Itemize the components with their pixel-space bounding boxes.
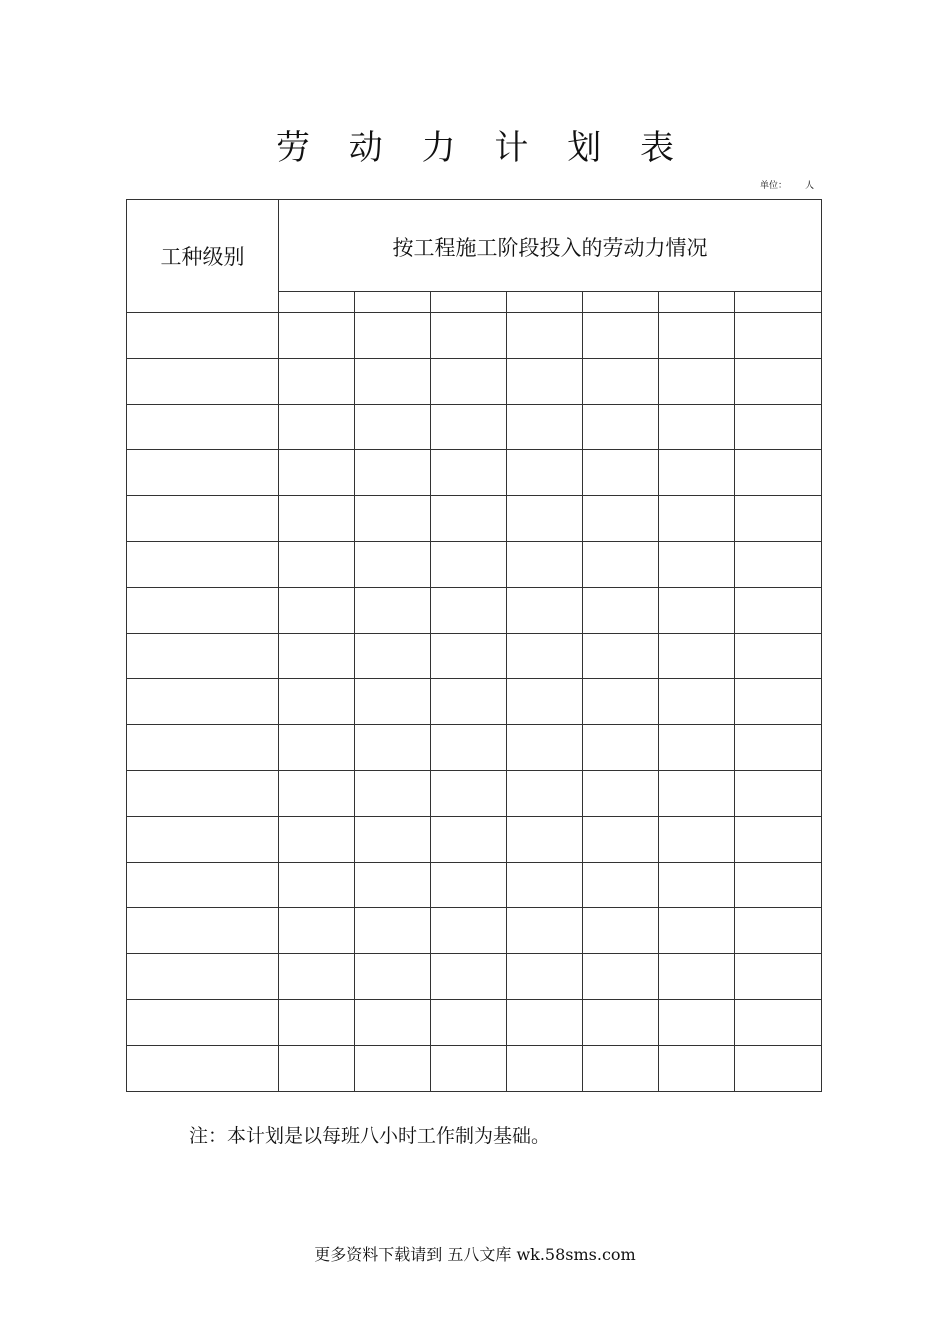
footnote: 注：本计划是以每班八小时工作制为基础。 [189,1125,551,1147]
labor-count-cell[interactable] [431,1045,507,1091]
table-row [127,679,822,725]
labor-count-cell[interactable] [507,541,583,587]
labor-count-cell[interactable] [431,770,507,816]
labor-count-cell[interactable] [735,816,822,862]
unit-indicator [760,180,814,192]
labor-count-cell[interactable] [431,541,507,587]
labor-count-cell[interactable] [735,679,822,725]
labor-count-cell[interactable] [355,1045,431,1091]
work-type-cell[interactable] [127,1045,279,1091]
work-type-cell[interactable] [127,587,279,633]
labor-count-cell[interactable] [279,816,355,862]
labor-situation-header: 按工程施工阶段投入的劳动力情况 [279,200,822,292]
footer-link-text[interactable]: 更多资料下载请到 五八文库 wk.58sms.com [314,1245,636,1264]
labor-count-cell[interactable] [355,313,431,359]
header-row [127,200,822,292]
labor-count-cell[interactable] [355,633,431,679]
labor-count-cell[interactable] [735,862,822,908]
labor-count-cell[interactable] [735,1045,822,1091]
work-type-cell[interactable] [127,862,279,908]
labor-count-cell[interactable] [279,908,355,954]
labor-count-cell[interactable] [659,358,735,404]
labor-count-cell[interactable] [583,313,659,359]
period-header-cell[interactable] [431,292,507,313]
labor-count-cell[interactable] [659,816,735,862]
table-row [127,358,822,404]
labor-count-cell[interactable] [431,862,507,908]
labor-count-cell[interactable] [279,496,355,542]
labor-count-cell[interactable] [735,770,822,816]
labor-count-cell[interactable] [735,587,822,633]
labor-count-cell[interactable] [279,999,355,1045]
table-row [127,587,822,633]
period-header-cell[interactable] [735,292,822,313]
labor-count-cell[interactable] [735,541,822,587]
labor-count-cell[interactable] [355,999,431,1045]
labor-count-cell[interactable] [583,908,659,954]
work-type-cell[interactable] [127,679,279,725]
labor-count-cell[interactable] [279,313,355,359]
work-type-cell[interactable] [127,816,279,862]
labor-count-cell[interactable] [507,404,583,450]
labor-count-cell[interactable] [583,1045,659,1091]
table-row [127,999,822,1045]
labor-count-cell[interactable] [431,816,507,862]
labor-count-cell[interactable] [355,496,431,542]
labor-count-cell[interactable] [735,404,822,450]
table-row [127,908,822,954]
labor-count-cell[interactable] [659,999,735,1045]
labor-count-cell[interactable] [279,770,355,816]
labor-count-cell[interactable] [583,358,659,404]
labor-count-cell[interactable] [431,496,507,542]
labor-count-cell[interactable] [735,999,822,1045]
work-type-cell[interactable] [127,404,279,450]
period-header-cell[interactable] [583,292,659,313]
labor-count-cell[interactable] [735,954,822,1000]
table-row [127,1045,822,1091]
table-row [127,770,822,816]
labor-count-cell[interactable] [659,633,735,679]
labor-count-cell[interactable] [431,358,507,404]
table-row [127,954,822,1000]
labor-count-cell[interactable] [659,587,735,633]
labor-count-cell[interactable] [507,725,583,771]
period-header-cell[interactable] [355,292,431,313]
work-type-cell[interactable] [127,908,279,954]
labor-count-cell[interactable] [355,679,431,725]
labor-count-cell[interactable] [735,633,822,679]
period-header-cell[interactable] [659,292,735,313]
work-type-cell[interactable] [127,496,279,542]
table-row [127,313,822,359]
labor-count-cell[interactable] [583,633,659,679]
work-type-header: 工种级别 [127,200,279,313]
period-header-cell[interactable] [279,292,355,313]
labor-count-cell[interactable] [583,999,659,1045]
labor-count-cell[interactable] [507,770,583,816]
table-row [127,404,822,450]
labor-count-cell[interactable] [583,816,659,862]
labor-count-cell[interactable] [583,679,659,725]
labor-count-cell[interactable] [279,404,355,450]
labor-count-cell[interactable] [507,999,583,1045]
work-type-cell[interactable] [127,725,279,771]
work-type-cell[interactable] [127,954,279,1000]
labor-count-cell[interactable] [507,496,583,542]
labor-count-cell[interactable] [355,450,431,496]
labor-count-cell[interactable] [583,404,659,450]
labor-count-cell[interactable] [659,862,735,908]
labor-count-cell[interactable] [279,450,355,496]
labor-count-cell[interactable] [735,313,822,359]
labor-count-cell[interactable] [431,450,507,496]
labor-count-cell[interactable] [507,587,583,633]
labor-count-cell[interactable] [659,313,735,359]
table-row [127,862,822,908]
labor-count-cell[interactable] [507,862,583,908]
labor-count-cell[interactable] [659,450,735,496]
labor-count-cell[interactable] [659,908,735,954]
document-title: 劳 动 力 计 划 表 [275,128,689,168]
labor-count-cell[interactable] [507,633,583,679]
labor-count-cell[interactable] [507,679,583,725]
work-type-cell[interactable] [127,358,279,404]
table-row [127,725,822,771]
labor-count-cell[interactable] [431,404,507,450]
labor-count-cell[interactable] [279,541,355,587]
labor-count-cell[interactable] [355,816,431,862]
labor-count-cell[interactable] [583,541,659,587]
labor-count-cell[interactable] [735,358,822,404]
work-type-cell[interactable] [127,999,279,1045]
labor-count-cell[interactable] [583,862,659,908]
labor-count-cell[interactable] [431,999,507,1045]
labor-count-cell[interactable] [279,862,355,908]
labor-count-cell[interactable] [279,679,355,725]
labor-count-cell[interactable] [279,587,355,633]
labor-count-cell[interactable] [659,1045,735,1091]
unit-value: 人 [805,181,815,191]
labor-count-cell[interactable] [583,725,659,771]
labor-count-cell[interactable] [735,725,822,771]
labor-count-cell[interactable] [355,908,431,954]
labor-count-cell[interactable] [659,496,735,542]
labor-count-cell[interactable] [507,954,583,1000]
labor-count-cell[interactable] [583,450,659,496]
labor-count-cell[interactable] [507,450,583,496]
labor-count-cell[interactable] [659,725,735,771]
labor-count-cell[interactable] [355,587,431,633]
labor-count-cell[interactable] [431,313,507,359]
labor-count-cell[interactable] [431,908,507,954]
labor-count-cell[interactable] [583,496,659,542]
table-row [127,816,822,862]
labor-count-cell[interactable] [355,770,431,816]
table-row [127,496,822,542]
table-row [127,450,822,496]
work-type-cell[interactable] [127,633,279,679]
labor-count-cell[interactable] [279,633,355,679]
labor-count-cell[interactable] [735,496,822,542]
labor-count-cell[interactable] [431,587,507,633]
labor-count-cell[interactable] [507,908,583,954]
labor-count-cell[interactable] [279,358,355,404]
labor-count-cell[interactable] [659,679,735,725]
labor-count-cell[interactable] [279,954,355,1000]
labor-plan-table [126,199,822,1092]
work-type-cell[interactable] [127,450,279,496]
labor-count-cell[interactable] [583,587,659,633]
labor-count-cell[interactable] [659,404,735,450]
labor-count-cell[interactable] [355,954,431,1000]
labor-count-cell[interactable] [659,770,735,816]
labor-count-cell[interactable] [355,541,431,587]
labor-count-cell[interactable] [355,404,431,450]
labor-count-cell[interactable] [735,908,822,954]
labor-count-cell[interactable] [431,679,507,725]
work-type-cell[interactable] [127,313,279,359]
labor-count-cell[interactable] [583,954,659,1000]
labor-count-cell[interactable] [735,450,822,496]
labor-count-cell[interactable] [507,1045,583,1091]
labor-count-cell[interactable] [659,954,735,1000]
labor-count-cell[interactable] [431,725,507,771]
unit-label: 单位： [760,181,788,191]
labor-count-cell[interactable] [355,358,431,404]
labor-count-cell[interactable] [659,541,735,587]
period-header-cell[interactable] [507,292,583,313]
work-type-cell[interactable] [127,541,279,587]
table-row [127,541,822,587]
labor-count-cell[interactable] [507,816,583,862]
labor-count-cell[interactable] [355,725,431,771]
labor-count-cell[interactable] [431,633,507,679]
labor-count-cell[interactable] [355,862,431,908]
table-row [127,633,822,679]
labor-count-cell[interactable] [279,725,355,771]
labor-count-cell[interactable] [279,1045,355,1091]
labor-count-cell[interactable] [583,770,659,816]
labor-count-cell[interactable] [507,313,583,359]
labor-count-cell[interactable] [431,954,507,1000]
work-type-cell[interactable] [127,770,279,816]
labor-count-cell[interactable] [507,358,583,404]
